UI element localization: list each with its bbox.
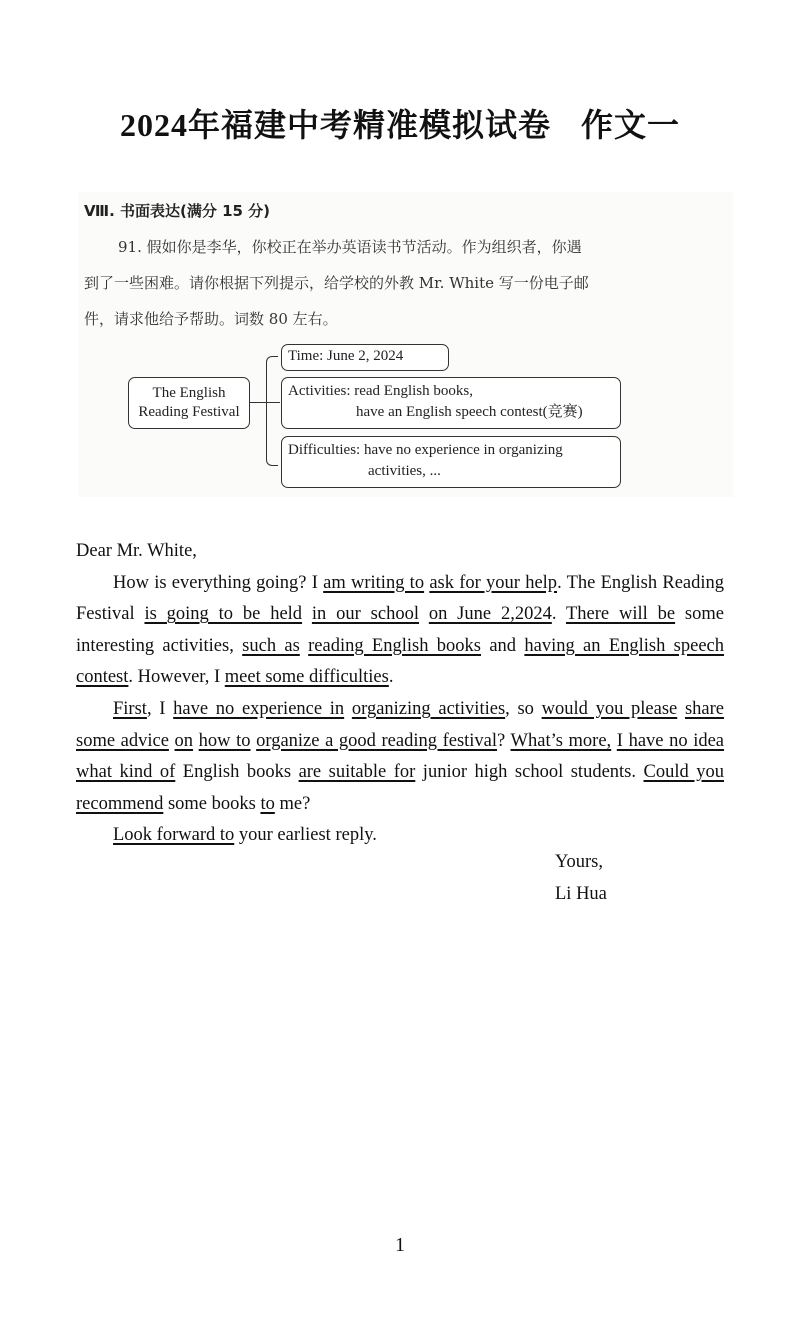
key-phrase: meet some difficulties — [224, 667, 389, 688]
page-title — [0, 100, 800, 146]
question-block — [78, 192, 733, 497]
key-phrase: ask for your help — [429, 572, 558, 593]
letter-paragraph-3: Look forward to your earliest reply. — [113, 825, 377, 846]
key-phrase: What’s more, — [510, 730, 612, 751]
key-phrase: such as — [242, 635, 300, 656]
prompt-line: 到了一些困难。请你根据下列提示，给学校的外教 Mr. White 写一份电子邮 — [84, 274, 589, 292]
diagram-center-box: The English Reading Festival — [128, 377, 250, 429]
key-phrase: on — [174, 730, 194, 751]
letter-paragraph-1: How is everything going? I am writing to ask for your help. The English Reading Festival is going to be held in our school on June 2,2024. There will be some interesting activities, such as reading English books and having an English speech contest. However, I meet some difficulties. — [76, 572, 725, 688]
prompt-line: 91. 假如你是李华，你校正在举办英语读书节活动。作为组织者，你遇 — [118, 238, 582, 256]
key-phrase: First — [113, 698, 147, 719]
key-phrase: to — [260, 793, 275, 814]
key-phrase: are suitable for — [298, 762, 416, 783]
key-phrase: organizing activities — [351, 698, 506, 719]
key-phrase: Could you recommend — [76, 762, 725, 814]
key-phrase: I have no idea what kind of — [76, 730, 725, 783]
key-phrase: share some advice — [76, 698, 725, 751]
key-phrase: how to — [198, 730, 251, 751]
key-phrase: organize a good reading festival — [256, 730, 498, 751]
essay-label: 作文一 — [581, 107, 681, 143]
diagram-activities-box: Activities: read English books, have an English speech contest(竞赛) — [281, 377, 621, 429]
letter-closing: Yours, — [555, 852, 603, 872]
key-phrase: in our school — [311, 604, 419, 625]
section-heading: Ⅷ. 书面表达(满分 15 分) — [84, 202, 271, 220]
key-phrase: have no experience in — [173, 698, 345, 719]
diagram-difficulties-box: Difficulties: have no experience in organizing activities, ... — [281, 436, 621, 488]
key-phrase: reading English books — [308, 635, 481, 656]
page-number: 1 — [395, 1234, 405, 1256]
letter-paragraph-2: First, I have no experience in organizing activities, so would you please share some advice on how to organize a good reading festival? What’s more, I have no idea what kind of English books are suitable for junior high school students. Could you recommend some books to me? — [76, 698, 725, 814]
key-phrase: is going to be held — [144, 604, 303, 625]
diagram-time-box: Time: June 2, 2024 — [281, 344, 449, 371]
model-essay — [76, 536, 724, 852]
key-phrase: on June 2,2024 — [428, 604, 552, 625]
letter-greeting: Dear Mr. White, — [76, 541, 197, 561]
prompt-line: 件，请求他给予帮助。词数 80 左右。 — [84, 310, 338, 328]
exam-title: 2024年福建中考精准模拟试卷 — [119, 107, 551, 143]
key-phrase: There will be — [565, 604, 676, 625]
key-phrase: Look forward to — [113, 825, 235, 846]
key-phrase: having an English speech contest — [76, 635, 725, 688]
letter-signature: Li Hua — [555, 884, 607, 904]
diagram-bracket — [266, 356, 278, 466]
key-phrase: am writing to — [323, 572, 425, 593]
key-phrase: would you please — [541, 698, 678, 719]
